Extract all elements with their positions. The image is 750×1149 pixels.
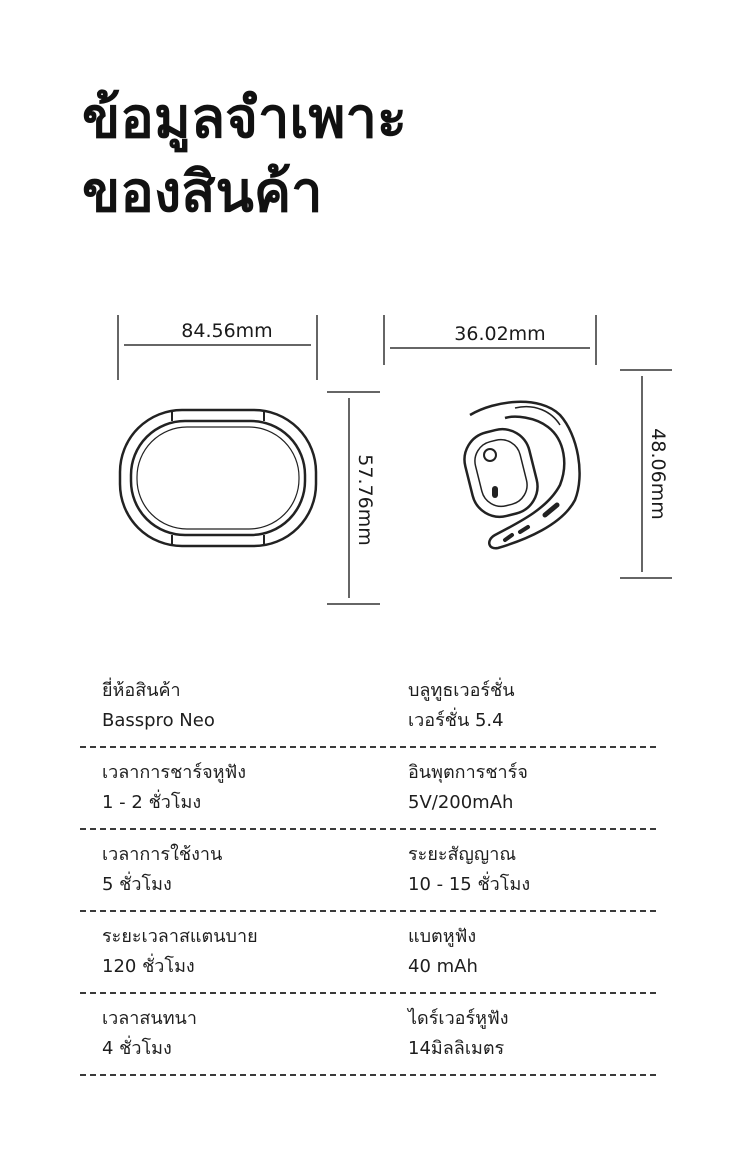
spec-label: ยี่ห้อสินค้า (102, 680, 181, 701)
spec-row-charging (80, 748, 656, 830)
spec-label: ไดร์เวอร์หูฟัง (408, 1008, 509, 1029)
spec-cell (102, 676, 382, 736)
spec-cell (408, 922, 688, 982)
charging-case-outline (120, 410, 316, 546)
earbud-width-label: 36.02mm (454, 323, 546, 345)
case-width-label: 84.56mm (181, 320, 273, 342)
spec-cell (102, 840, 382, 900)
spec-value: 1 - 2 ชั่วโมง (102, 792, 202, 813)
spec-value: Basspro Neo (102, 710, 215, 731)
spec-label: เวลาการชาร์จหูฟัง (102, 762, 247, 783)
spec-cell (102, 1004, 382, 1064)
earbud-outline (459, 402, 580, 548)
spec-row-brand (80, 666, 656, 748)
spec-value: 10 - 15 ชั่วโมง (408, 874, 531, 895)
spec-value: 120 ชั่วโมง (102, 956, 195, 977)
spec-row-usage (80, 830, 656, 912)
spec-row-standby (80, 912, 656, 994)
spec-value: เวอร์ชั่น 5.4 (408, 710, 504, 731)
spec-value: 5 ชั่วโมง (102, 874, 172, 895)
page-title (82, 82, 407, 230)
spec-table (80, 666, 656, 1076)
spec-label: แบตหูฟัง (408, 926, 477, 947)
title-line-2: ของสินค้า (82, 160, 323, 225)
spec-label: เวลาการใช้งาน (102, 844, 223, 865)
spec-label: ระยะสัญญาณ (408, 844, 517, 865)
spec-cell (408, 676, 688, 736)
spec-cell (408, 1004, 688, 1064)
case-height-label: 57.76mm (354, 454, 376, 546)
dimension-diagram (0, 300, 750, 620)
title-line-1: ข้อมูลจำเพาะ (82, 86, 407, 151)
spec-label: ระยะเวลาสแตนบาย (102, 926, 258, 947)
dimension-svg (0, 300, 750, 620)
spec-row-talk (80, 994, 656, 1076)
spec-value: 4 ชั่วโมง (102, 1038, 172, 1059)
spec-value: 40 mAh (408, 956, 478, 977)
spec-cell (408, 840, 688, 900)
spec-label: เวลาสนทนา (102, 1008, 197, 1029)
spec-cell (102, 758, 382, 818)
spec-value: 5V/200mAh (408, 792, 514, 813)
spec-label: อินพุตการชาร์จ (408, 762, 528, 783)
spec-cell (408, 758, 688, 818)
spec-value: 14มิลลิเมตร (408, 1038, 505, 1059)
spec-label: บลูทูธเวอร์ชั่น (408, 680, 515, 701)
spec-cell (102, 922, 382, 982)
earbud-height-label: 48.06mm (647, 428, 669, 520)
